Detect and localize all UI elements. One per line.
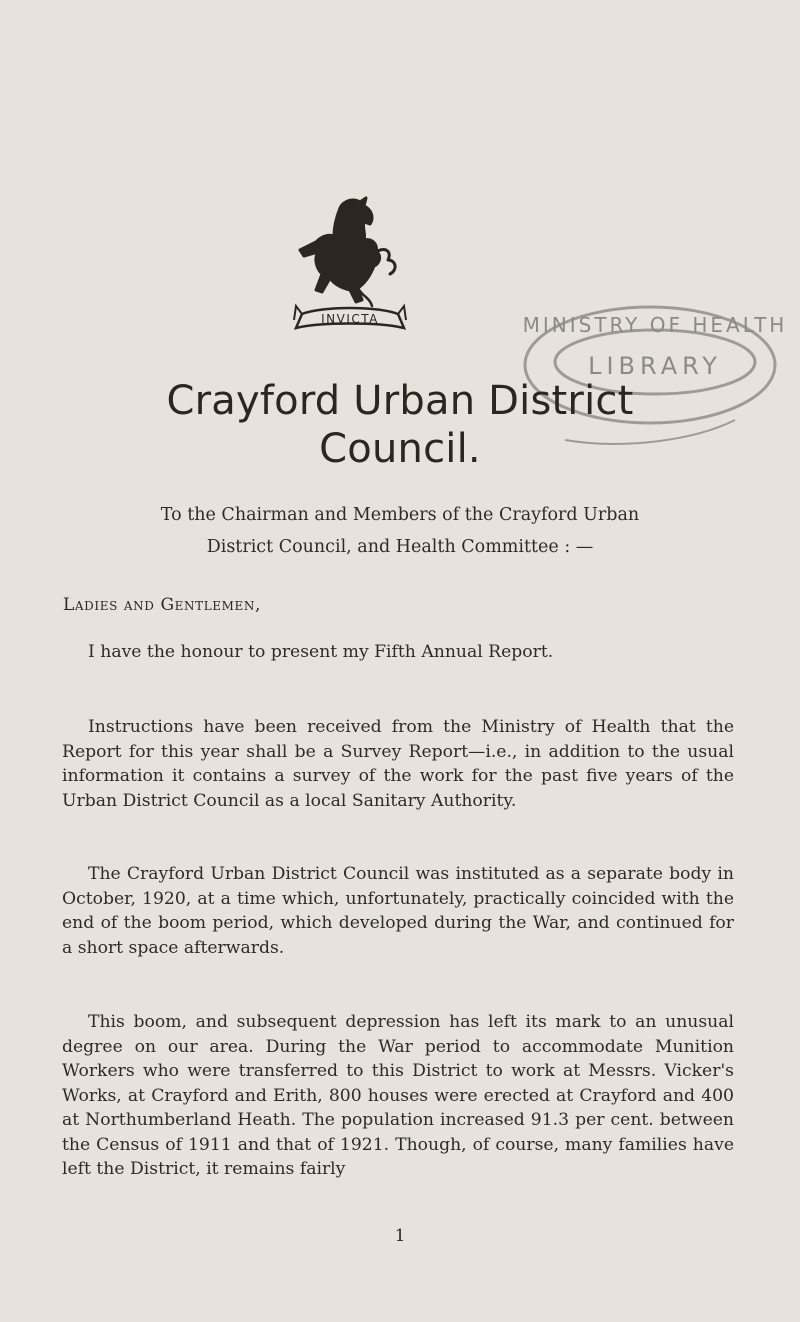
paragraph-1: I have the honour to present my Fifth Annual Report. [88, 642, 554, 662]
crest-motto: INVICTA [321, 312, 379, 326]
paragraph-4: This boom, and subsequent depression has left its mark to an unusual degree on our area. During the War period to accommodate Munition Workers who were transferred to this District to work at Messrs. Vicker's Works, at Crayford and Erith, 800 houses were erected at Crayford and 400 at Northumberland Heath. The population increased 91.3 per cent. between the Census of 1911 and that of 1921. Though, of course, many families have left the District, it remains fairly [62, 1012, 734, 1179]
page-number: 1 [394, 1226, 406, 1246]
paragraph-3: The Crayford Urban District Council was instituted as a separate body in October, 1920, at a time which, unfortunately, practically coincided with the end of the boom period, which developed during the War, and continued for a short space afterwards. [62, 864, 734, 958]
title-line-1: Crayford Urban District [166, 378, 634, 424]
stamp-ministry-text: MINISTRY OF HEALTH [522, 313, 788, 337]
address-line-1: To the Chairman and Members of the Crayford Urban [160, 505, 640, 525]
title-line-2: Council. [319, 426, 481, 472]
stamp-library-text: LIBRARY [588, 352, 722, 380]
paragraph-2: Instructions have been received from the Ministry of Health that the Report for this year shall be a Survey Report—i.e., in addition to the usual information it contains a survey of the work for the past five years of the Urban District Council as a local Sanitary Authority. [62, 717, 734, 811]
crest-horse-icon [292, 188, 408, 348]
salutation: Ladies and Gentlemen, [63, 595, 262, 615]
address-line-2: District Council, and Health Committee : — [206, 537, 594, 557]
